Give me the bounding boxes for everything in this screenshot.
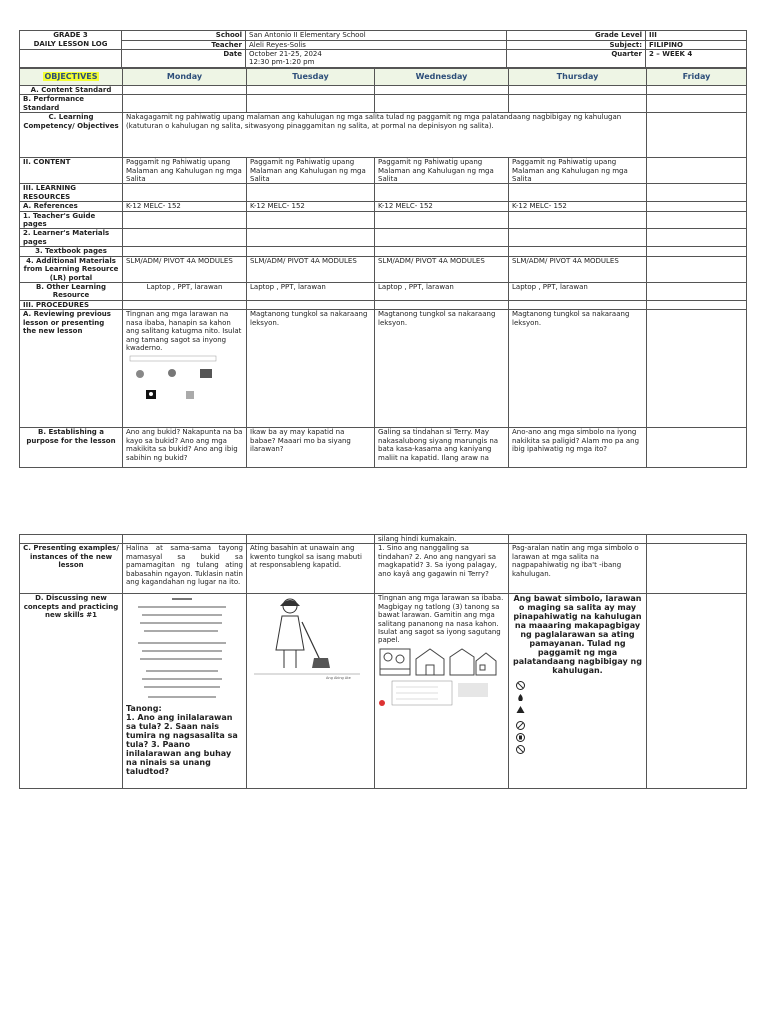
- purpose-wed: Galing sa tindahan si Terry. May nakasalubong siyang marungis na bata kasa-kasama ang kaniyang maliit na kapatid. Ilang araw na: [375, 428, 509, 468]
- modules-thu: SLM/ADM/ PIVOT 4A MODULES: [509, 256, 647, 282]
- warning-icon: [516, 705, 525, 714]
- lesson-table: [19, 68, 747, 468]
- subject-label: Subject:: [507, 40, 646, 50]
- melc-mon: K-12 MELC- 152: [123, 202, 247, 211]
- review-wed: Magtanong tungkol sa nakaraang leksyon.: [375, 310, 509, 428]
- teacher-value: Aleli Reyes-Solis: [246, 40, 507, 50]
- modules-tue: SLM/ADM/ PIVOT 4A MODULES: [247, 256, 375, 282]
- no-smoking-icon: [516, 721, 525, 730]
- other-resource-label: B. Other Learning Resource: [20, 282, 123, 300]
- melc-tue: K-12 MELC- 152: [247, 202, 375, 211]
- fire-icon: [516, 693, 525, 702]
- melc-wed: K-12 MELC- 152: [375, 202, 509, 211]
- modules-wed: SLM/ADM/ PIVOT 4A MODULES: [375, 256, 509, 282]
- grade-level-label: Grade Level: [507, 31, 646, 41]
- discussing-mon: [123, 594, 247, 789]
- date-label: Date: [122, 50, 246, 68]
- header-table: [19, 30, 747, 68]
- performance-standard-label: B. Performance Standard: [20, 95, 123, 113]
- review-mon-text: Tingnan ang mga larawan na nasa ibaba, hanapin sa kahon ang salitang katugma nito. Isulat ang tamang sagot sa inyong kwaderno.: [126, 310, 242, 352]
- presenting-tue: Ating basahin at unawain ang kwento tungkol sa isang mabuti at responsableng kapatid.: [247, 544, 375, 594]
- presenting-thu: Pag-aralan natin ang mga simbolo o larawan at mga salita na nagpapahiwatig ng iba't -ibang kahulugan.: [509, 544, 647, 594]
- content-mon: Paggamit ng Pahiwatig upang Malaman ang Kahulugan ng mga Salita: [123, 158, 247, 184]
- discussing-wed-text: Tingnan ang mga larawan sa ibaba. Magbigay ng tatlong (3) tanong sa bawat larawan. Gamitin ang mga salitang pananong na nasa kahon. Isulat ang sagot sa iyong sagutang papel.: [378, 594, 504, 645]
- review-tue: Magtanong tungkol sa nakaraang leksyon.: [247, 310, 375, 428]
- poem-image: [126, 596, 238, 704]
- school-value: San Antonio II Elementary School: [246, 31, 507, 41]
- objectives-header: OBJECTIVES: [20, 69, 123, 86]
- no-parking-icon: [516, 745, 525, 754]
- laptop-tue: Laptop , PPT, larawan: [247, 282, 375, 300]
- references-label: A. References: [20, 202, 123, 211]
- teacher-label: Teacher: [122, 40, 246, 50]
- additional-materials-label: 4. Additional Materials from Learning Resource (LR) portal: [20, 256, 123, 282]
- grade-title: GRADE 3 DAILY LESSON LOG: [20, 31, 122, 50]
- presenting-wed: 1. Sino ang nanggaling sa tindahan? 2. Ano ang nangyari sa magkapatid? 3. Sa iyong palagay, ano kayâ ang gagawin ni Terry?: [375, 544, 509, 594]
- purpose-thu: Ano-ano ang mga simbolo na iyong nakikita sa paligid? Alam mo pa ang ibig ipahiwatig ng mga ito?: [509, 428, 647, 468]
- purpose-label: B. Establishing a purpose for the lesson: [20, 428, 123, 468]
- quarter-value: 2 – WEEK 4: [646, 50, 747, 68]
- girl-sweeping-image: [250, 596, 366, 680]
- tuesday-header: Tuesday: [247, 69, 375, 86]
- resources-label: III. LEARNING RESOURCES: [20, 184, 123, 202]
- symbol-no-parking: [516, 745, 643, 754]
- blank-cell: [20, 50, 122, 68]
- symbols-list: [512, 681, 643, 754]
- school-label: School: [122, 31, 246, 41]
- girl-sweeping-caption: Ang Aking Ate: [326, 676, 351, 681]
- learners-materials-label: 2. Learner's Materials pages: [20, 229, 123, 247]
- content-tue: Paggamit ng Pahiwatig upang Malaman ang Kahulugan ng mga Salita: [247, 158, 375, 184]
- tanong-title: Tanong:: [126, 704, 162, 714]
- review-mon: [123, 310, 247, 428]
- date-value: October 21-25, 2024 12:30 pm-1:20 pm: [246, 50, 507, 68]
- content-wed: Paggamit ng Pahiwatig upang Malaman ang Kahulugan ng mga Salita: [375, 158, 509, 184]
- lesson-table-continued: [19, 534, 747, 789]
- content-standard-label: A. Content Standard: [20, 86, 123, 95]
- thursday-header: Thursday: [509, 69, 647, 86]
- discussing-tue: [247, 594, 375, 789]
- symbol-no-entry: [516, 681, 643, 690]
- procedures-label: III. PROCEDURES: [20, 300, 123, 309]
- no-entry-icon: [516, 681, 525, 690]
- rhyming-pictures-image: [126, 354, 222, 408]
- monday-header: Monday: [123, 69, 247, 86]
- scene-pictures-image: [378, 647, 500, 707]
- laptop-thu: Laptop , PPT, larawan: [509, 282, 647, 300]
- textbook-label: 3. Textbook pages: [20, 247, 123, 256]
- purpose-mon: Ano ang bukid? Nakapunta na ba kayo sa bukid? Ano ang mga makikita sa bukid? Ano ang ibig sabihin ng bukid?: [123, 428, 247, 468]
- wednesday-header: Wednesday: [375, 69, 509, 86]
- content-thu: Paggamit ng Pahiwatig upang Malaman ang Kahulugan ng mga Salita: [509, 158, 647, 184]
- purpose-tue: Ikaw ba ay may kapatid na babae? Maaari mo ba siyang ilarawan?: [247, 428, 375, 468]
- presenting-mon: Halina at sama-sama tayong mamasyal sa bukid sa pamamagitan ng tulang ating babasahin ngayon. Tuklasin natin ang kagandahan ng lugar na ito.: [123, 544, 247, 594]
- teachers-guide-label: 1. Teacher's Guide pages: [20, 211, 123, 229]
- quarter-label: Quarter: [507, 50, 646, 68]
- discussing-label: D. Discussing new concepts and practicing new skills #1: [20, 594, 123, 789]
- friday-header: Friday: [647, 69, 747, 86]
- presenting-label: C. Presenting examples/ instances of the new lesson: [20, 544, 123, 594]
- laptop-mon: Laptop , PPT, larawan: [123, 282, 247, 300]
- content-label: II. CONTENT: [20, 158, 123, 184]
- review-label: A. Reviewing previous lesson or presenting the new lesson: [20, 310, 123, 428]
- tanong-questions: 1. Ano ang inilalarawan sa tula? 2. Saan nais tumira ng nagsasalita sa tula? 3. Paano inilalarawan ang buhay na ninais sa unang taludtod?: [126, 713, 238, 777]
- discussing-thu: [509, 594, 647, 789]
- review-thu: Magtanong tungkol sa nakaraang leksyon.: [509, 310, 647, 428]
- symbol-fire: [516, 693, 643, 702]
- modules-mon: SLM/ADM/ PIVOT 4A MODULES: [123, 256, 247, 282]
- presenting-wed-top: silang hindi kumakain.: [375, 535, 509, 544]
- no-phone-icon: [516, 733, 525, 742]
- discussing-thu-text: Ang bawat simbolo, larawan o maging sa salita ay may pinapahiwatig na kahulugan na maaaring makapagbigay ng paglalarawan sa ating pamayanan. Tulad ng paggamit ng mga palatandaang nagbibigay ng kahulugan.: [513, 594, 642, 676]
- subject-value: FILIPINO: [646, 40, 747, 50]
- competency-label: C. Learning Competency/ Objectives: [20, 113, 123, 158]
- symbol-no-smoking: [516, 721, 643, 730]
- laptop-wed: Laptop , PPT, larawan: [375, 282, 509, 300]
- melc-thu: K-12 MELC- 152: [509, 202, 647, 211]
- symbol-no-phone: [516, 733, 643, 742]
- competency-text: Nakagagamit ng pahiwatig upang malaman ang kahulugan ng mga salita tulad ng paggamit ng mga palatandaang nagbibigay ng kahulugan (katuturan o kahulugan ng salita, sitwasyong pinaggamitan ng salita, at pormal na depinisyon ng salita).: [123, 113, 647, 158]
- symbol-warning: [516, 705, 643, 714]
- grade-level-value: III: [646, 31, 747, 41]
- discussing-wed: [375, 594, 509, 789]
